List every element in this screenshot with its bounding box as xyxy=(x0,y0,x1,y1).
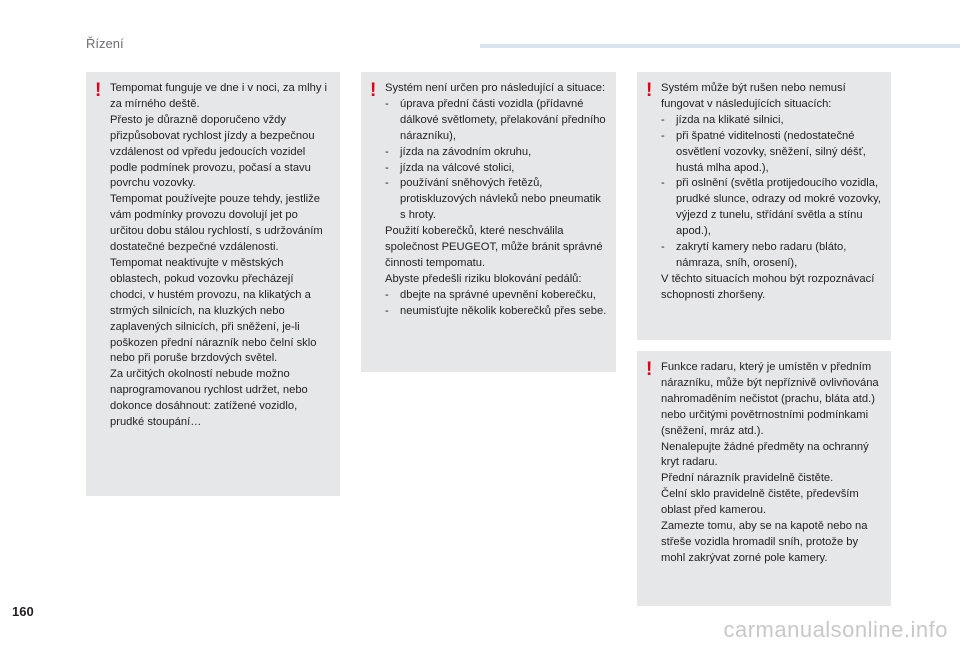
list-item: - neumisťujte několik koberečků přes sebe. xyxy=(385,304,607,317)
paragraph: Přesto je důrazně doporučeno vždy přizpůsobovat rychlost jízdy a bezpečnou vzdálenost od vpředu jedoucích vozidel podle podmínek provozu, počasí a stavu povrchu vozovky. xyxy=(110,113,315,190)
header-bar xyxy=(480,44,960,48)
list-item: - při špatné viditelnosti (nedostatečné osvětlení vozovky, sněžení, silný déšť, hustá mlha apod.), xyxy=(661,129,866,174)
warning-icon: ! xyxy=(646,359,653,380)
page-header-title: Řízení xyxy=(86,36,124,51)
list-item: - jízda na klikaté silnici, xyxy=(661,113,784,126)
list-item: - jízda na válcové stolici, xyxy=(385,161,515,174)
paragraph: Abyste předešli riziku blokování pedálů: xyxy=(385,272,582,285)
paragraph: Čelní sklo pravidelně čistěte, především oblast před kamerou. xyxy=(661,488,859,517)
paragraph: Za určitých okolností nebude možno naprogramovanou rychlost udržet, nebo dokonce dosáhnout: zatížené vozidlo, prudké stoupání… xyxy=(110,368,308,429)
paragraph: Přední nárazník pravidelně čistěte. xyxy=(661,472,834,485)
warning-box-interference xyxy=(637,72,891,340)
warning-box-system-limits xyxy=(361,72,616,372)
paragraph: Nenalepujte žádné předměty na ochranný kryt radaru. xyxy=(661,440,869,469)
page-number: 160 xyxy=(12,604,34,619)
list-item: - jízda na závodním okruhu, xyxy=(385,145,532,158)
paragraph: V těchto situacích mohou být rozpoznávací schopnosti zhoršeny. xyxy=(661,272,875,301)
paragraph: Funkce radaru, který je umístěn v předním nárazníku, může být nepříznivě ovlivňována nahromaděním nečistot (prachu, bláta atd.) nebo určitými povětrnostními podmínkami (sněžení, mráz atd.). xyxy=(661,361,879,437)
warning-icon: ! xyxy=(95,80,102,101)
warning-box-radar xyxy=(637,351,891,606)
warning-icon: ! xyxy=(370,80,377,101)
paragraph: Tempomat používejte pouze tehdy, jestliže vám podmínky provozu dovolují jet po určitou dobu stálou rychlostí, s udržováním dostatečné bezpečné vzdálenosti. xyxy=(110,193,323,254)
list-item: - při oslnění (světla protijedoucího vozidla, prudké slunce, odrazy od mokré vozovky, výjezd z tunelu, střídání světla a stínu apod.), xyxy=(661,177,881,238)
paragraph: Tempomat neaktivujte v městských oblastech, pokud vozovku přecházejí chodci, v hustém provozu, na klikatých a strmých silnicích, na kluzkých nebo zaplavených silnicích, při sněžení, je-li poškozen přední nárazník nebo čelní sklo nebo při poruše brzdových světel. xyxy=(110,256,317,365)
paragraph: Systém může být rušen nebo nemusí fungovat v následujících situacích: xyxy=(661,82,846,110)
warning-box-cruise-control xyxy=(86,72,340,496)
warning-icon: ! xyxy=(646,80,653,101)
paragraph: Použití koberečků, které neschválila společnost PEUGEOT, může bránit správné činnosti tempomatu. xyxy=(385,225,603,269)
list-item: - používání sněhových řetězů, protiskluzových návleků nebo pneumatik s hroty. xyxy=(385,177,601,222)
list-item: - úprava přední části vozidla (přídavné dálkové světlomety, přelakování předního nárazníku), xyxy=(385,97,606,142)
paragraph: Systém není určen pro následující a situace: xyxy=(385,82,606,94)
list-item: - zakrytí kamery nebo radaru (bláto, námraza, sníh, orosení), xyxy=(661,241,847,269)
paragraph: Tempomat funguje ve dne i v noci, za mlhy i za mírného deště. xyxy=(110,82,328,110)
list-item: - dbejte na správné upevnění koberečku, xyxy=(385,288,596,301)
watermark: carmanualsonline.info xyxy=(723,617,948,642)
paragraph: Zamezte tomu, aby se na kapotě nebo na střeše vozidla hromadil sníh, protože by mohl zakrývat zorné pole kamery. xyxy=(661,520,868,564)
